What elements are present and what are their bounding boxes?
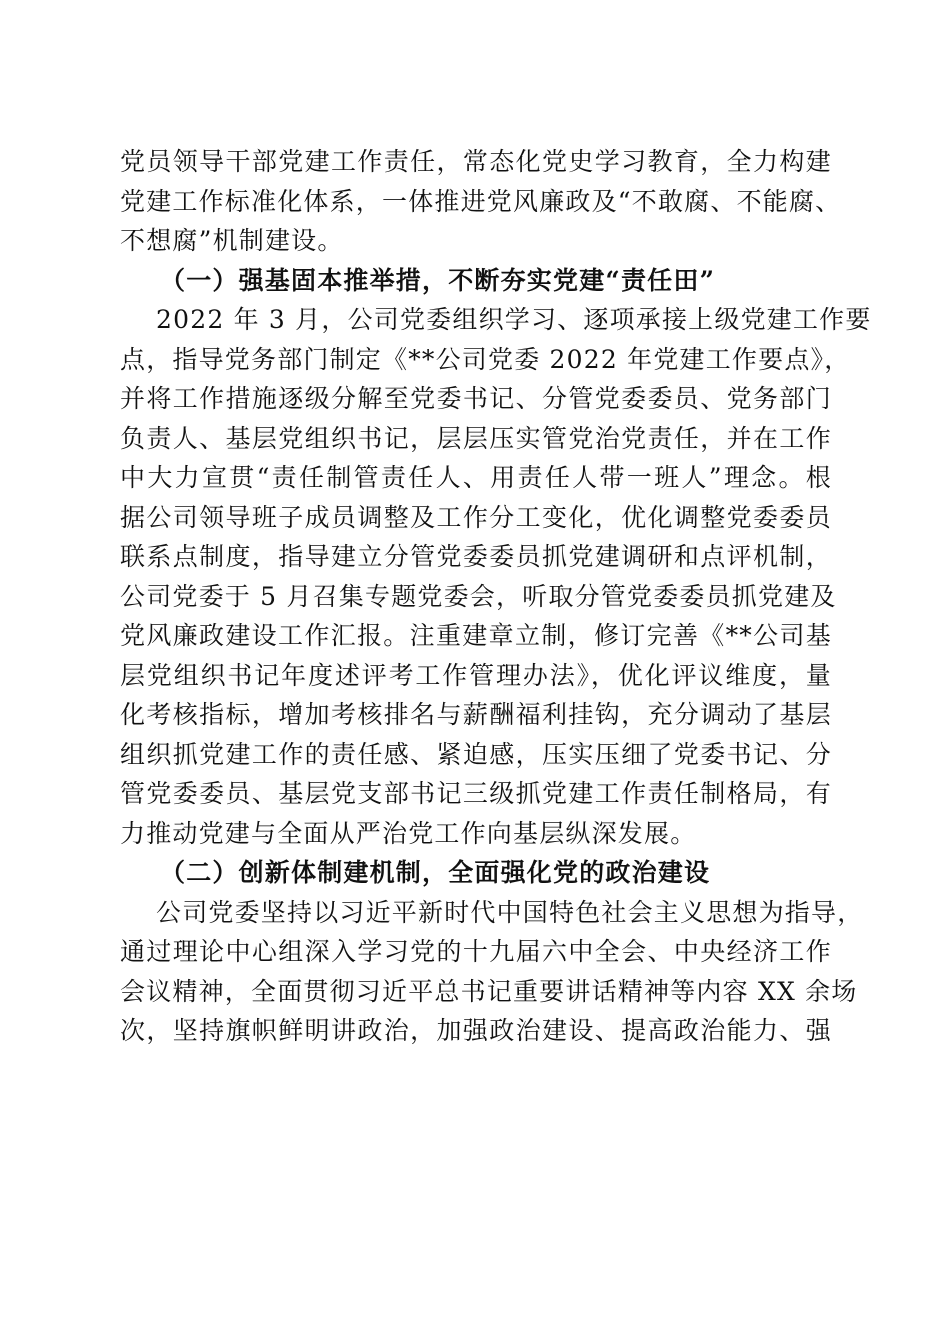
text-line: 管党委委员、基层党支部书记三级抓党建工作责任制格局，有 bbox=[120, 779, 832, 808]
section-1-heading: （一）强基固本推举措，不断夯实党建“责任田” bbox=[160, 265, 716, 295]
text-line: 党风廉政建设工作汇报。注重建章立制，修订完善《**公司基 bbox=[120, 621, 832, 650]
text-line: 化考核指标，增加考核排名与薪酬福利挂钩，充分调动了基层 bbox=[120, 700, 832, 729]
section-2-heading: （二）创新体制建机制，全面强化党的政治建设 bbox=[160, 858, 711, 887]
text-line: 组织抓党建工作的责任感、紧迫感，压实压细了党委书记、分 bbox=[120, 739, 832, 769]
text-line: 据公司领导班子成员调整及工作分工变化，优化调整党委委员 bbox=[120, 502, 832, 532]
text-line: 党员领导干部党建工作责任，常态化党史学习教育，全力构建 bbox=[120, 147, 832, 176]
section-1-paragraph bbox=[120, 300, 872, 853]
document-page bbox=[120, 142, 872, 1051]
text-line: 中大力宣贯“责任制管责任人、用责任人带一班人”理念。根 bbox=[120, 463, 832, 492]
text-line: 层党组织书记年度述评考工作管理办法》，优化评议维度，量 bbox=[120, 660, 832, 690]
text-line: 党建工作标准化体系，一体推进党风廉政及“不敢腐、不能腐、 bbox=[120, 186, 842, 216]
text-line: 通过理论中心组深入学习党的十九届六中全会、中央经济工作 bbox=[120, 937, 832, 966]
section-2-paragraph bbox=[120, 893, 864, 1051]
text-line: 次，坚持旗帜鲜明讲政治，加强政治建设、提高政治能力、强 bbox=[120, 1016, 832, 1045]
text-line: 力推动党建与全面从严治党工作向基层纵深发展。 bbox=[120, 818, 697, 848]
intro-paragraph bbox=[120, 142, 842, 261]
text-line: 联系点制度，指导建立分管党委委员抓党建调研和点评机制， bbox=[120, 542, 832, 571]
text-line: 公司党委于 5 月召集专题党委会，听取分管党委委员抓党建及 bbox=[120, 581, 837, 611]
text-line: 2022 年 3 月，公司党委组织学习、逐项承接上级党建工作要 bbox=[156, 305, 872, 334]
text-line: 并将工作措施逐级分解至党委书记、分管党委委员、党务部门 bbox=[120, 384, 832, 413]
text-line: 负责人、基层党组织书记，层层压实管党治党责任，并在工作 bbox=[120, 423, 832, 453]
text-line: 会议精神，全面贯彻习近平总书记重要讲话精神等内容 XX 余场 bbox=[120, 976, 858, 1006]
text-line: 点，指导党务部门制定《**公司党委 2022 年党建工作要点》， bbox=[120, 344, 851, 374]
text-line: 不想腐”机制建设。 bbox=[120, 226, 344, 255]
text-line: 公司党委坚持以习近平新时代中国特色社会主义思想为指导， bbox=[156, 897, 864, 927]
